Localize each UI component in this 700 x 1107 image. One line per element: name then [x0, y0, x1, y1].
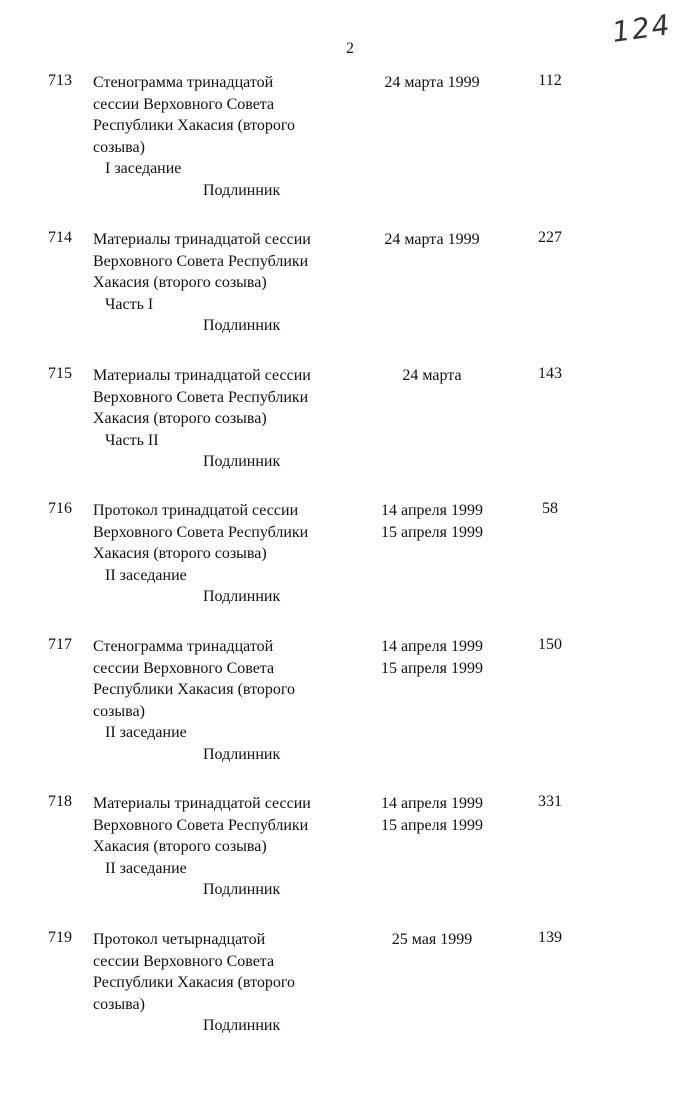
entry-original-label: Подлинник — [203, 881, 281, 898]
description-line: Республики Хакасия (второго — [93, 681, 296, 698]
entry-sheet-count: 58 — [542, 500, 558, 517]
description-line: Верховного Совета Республики — [93, 252, 309, 270]
description-line: Хакасия (второго созыва) — [93, 545, 267, 562]
entry-sheet-count: 143 — [538, 365, 562, 382]
entry-date: 15 апреля 1999 — [381, 816, 483, 834]
description-line: Хакасия (второго созыва) — [93, 410, 267, 427]
entry-original-label: Подлинник — [203, 1017, 281, 1034]
entry-description — [93, 636, 363, 765]
entry-dates — [372, 929, 492, 951]
entry-description — [93, 72, 363, 201]
entry-number: 713 — [48, 72, 72, 89]
entry-original-label: Подлинник — [203, 588, 281, 605]
description-line: Верховного Совета Республики — [93, 816, 309, 834]
entry-dates — [372, 793, 492, 836]
description-line: Хакасия (второго созыва) — [93, 838, 267, 855]
entry-part: II заседание — [105, 859, 187, 877]
entry-description — [93, 365, 363, 473]
entry-date: 24 марта 1999 — [384, 231, 480, 248]
description-line: Протокол тринадцатой сессии — [93, 502, 299, 519]
entry-number: 718 — [48, 793, 72, 810]
entry-date: 15 апреля 1999 — [381, 659, 483, 677]
description-line: Стенограмма тринадцатой — [93, 74, 274, 91]
description-line: Материалы тринадцатой сессии — [93, 795, 311, 812]
entry-dates — [372, 365, 492, 387]
description-line: Материалы тринадцатой сессии — [93, 231, 311, 248]
entry-number: 716 — [48, 500, 72, 517]
entry-part: Часть I — [105, 295, 154, 313]
entry-description — [93, 793, 363, 901]
entry-dates — [372, 636, 492, 679]
description-line: созыва) — [93, 702, 145, 720]
entry-sheet-count: 227 — [538, 229, 562, 246]
entry-date: 14 апреля 1999 — [381, 502, 483, 519]
description-line: Республики Хакасия (второго — [93, 974, 296, 991]
entry-part: II заседание — [105, 566, 187, 584]
description-line: сессии Верховного Совета — [93, 952, 275, 970]
description-line: Материалы тринадцатой сессии — [93, 367, 311, 384]
page-number: 2 — [346, 40, 354, 57]
entry-number: 717 — [48, 636, 72, 653]
entry-original-label: Подлинник — [203, 317, 281, 334]
description-line: созыва) — [93, 138, 145, 156]
entry-description — [93, 929, 363, 1037]
description-line: Республики Хакасия (второго — [93, 117, 296, 134]
description-line: Стенограмма тринадцатой — [93, 638, 274, 655]
entry-sheet-count: 150 — [538, 636, 562, 653]
entry-date: 24 марта — [402, 367, 462, 384]
entry-original-label: Подлинник — [203, 181, 281, 199]
entry-sheet-count: 112 — [538, 72, 562, 89]
description-line: Протокол четырнадцатой — [93, 931, 266, 948]
entry-dates — [372, 72, 492, 94]
entry-part: II заседание — [105, 724, 187, 741]
entry-number: 714 — [48, 229, 72, 246]
handwritten-sheet-number: 124 — [609, 8, 674, 49]
description-line: Хакасия (второго созыва) — [93, 274, 267, 291]
entry-sheet-count: 331 — [538, 793, 562, 810]
entry-date: 14 апреля 1999 — [381, 795, 483, 812]
description-line: Верховного Совета Республики — [93, 388, 309, 406]
entry-description — [93, 500, 363, 608]
entry-part: Часть II — [105, 431, 159, 449]
entry-original-label: Подлинник — [203, 453, 281, 470]
entry-number: 715 — [48, 365, 72, 382]
entry-sheet-count: 139 — [538, 929, 562, 946]
description-line: Верховного Совета Республики — [93, 523, 309, 541]
entry-dates — [372, 500, 492, 543]
description-line: сессии Верховного Совета — [93, 95, 275, 113]
entry-dates — [372, 229, 492, 251]
entry-part: I заседание — [105, 160, 182, 177]
entry-original-label: Подлинник — [203, 745, 281, 763]
description-line: сессии Верховного Совета — [93, 659, 275, 677]
entry-description — [93, 229, 363, 337]
description-line: созыва) — [93, 995, 145, 1013]
entry-date: 25 мая 1999 — [391, 931, 473, 948]
entry-date: 24 марта 1999 — [384, 74, 480, 91]
entry-date: 15 апреля 1999 — [381, 523, 483, 541]
entry-number: 719 — [48, 929, 72, 946]
entry-date: 14 апреля 1999 — [381, 638, 483, 655]
